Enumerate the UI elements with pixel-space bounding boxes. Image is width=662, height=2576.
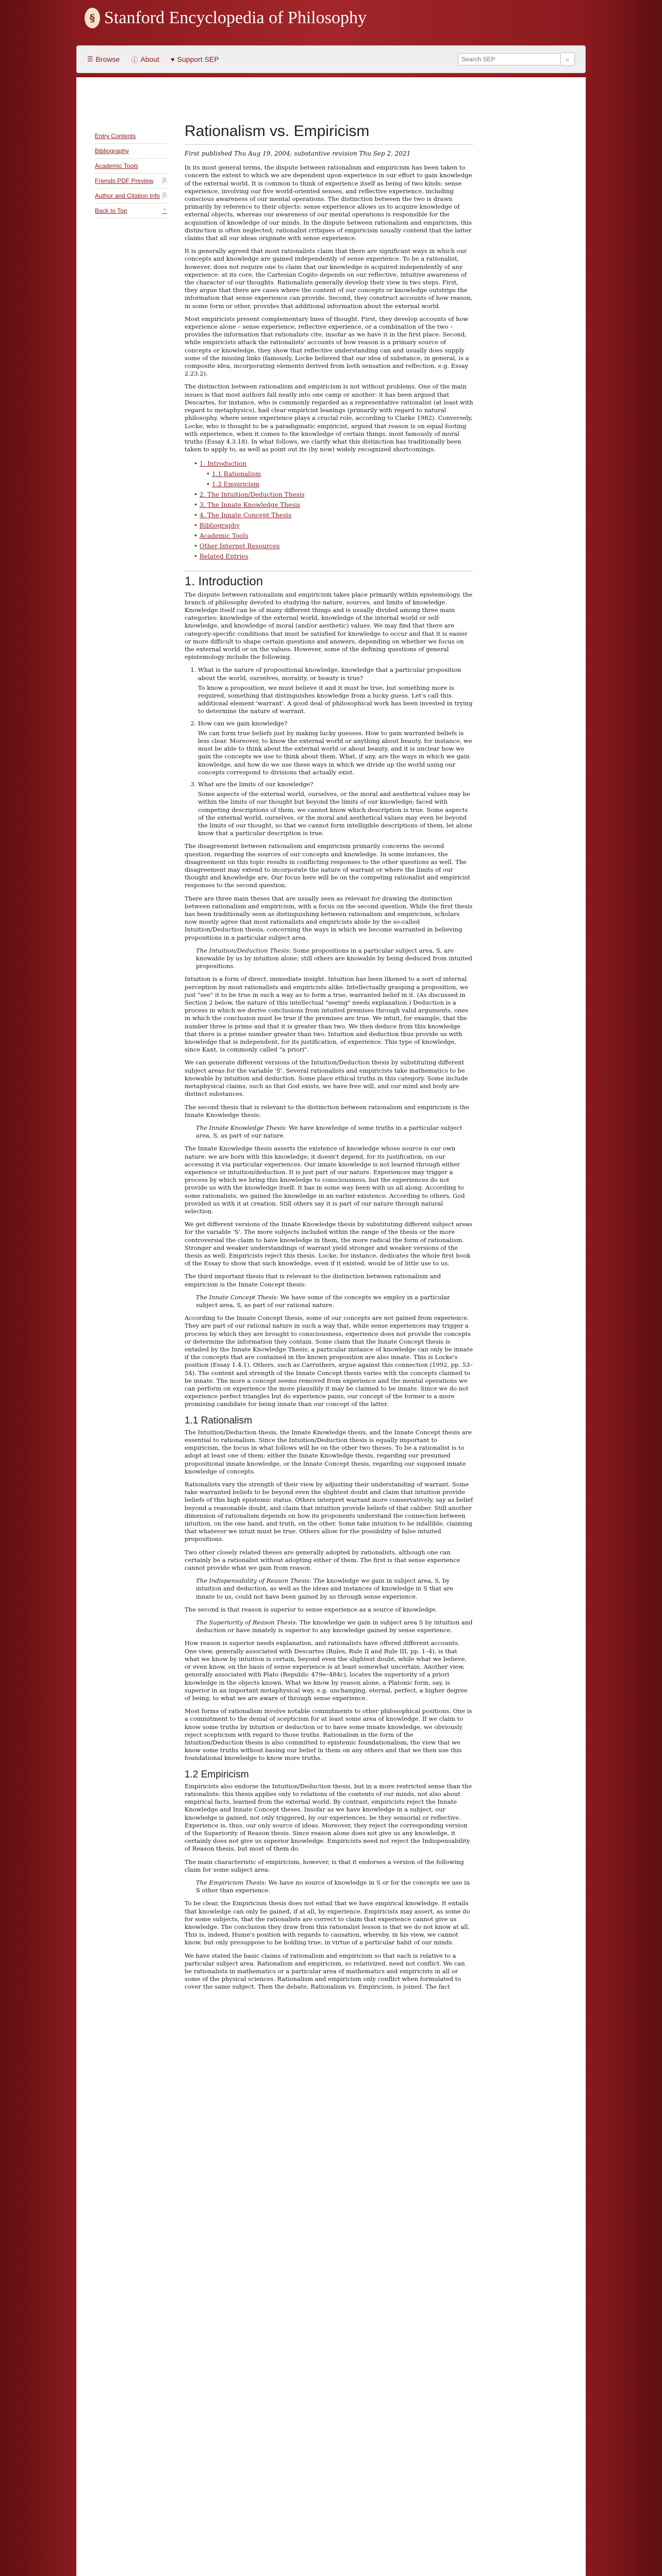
table-of-contents — [194, 459, 473, 562]
toc-bullet: • — [194, 522, 200, 530]
sep-logo[interactable]: § — [85, 8, 100, 28]
section-body — [185, 842, 473, 941]
sidebar-item[interactable] — [95, 159, 167, 174]
sidebar-item-label: Friends PDF Preview — [95, 177, 154, 184]
paragraph: To be clear, the Empiricism thesis does not entail that we have empirical knowledge. It entails that knowledge can only be gained, if at all, by experience. Empiricists may assert, as some do for some subjects, that the rationalists are correct to claim that experience cannot give us knowledge. The conclusion they draw from this rationalist lesson is that we do not know at all. This is, indeed, Hume's position with regards to causation, whereby, in his view, we cannot know, but only presuppose to be holding true, in virtue of a particular habit of our minds. — [185, 1900, 470, 1946]
toc-link[interactable]: 4. The Innate Concept Thesis — [199, 512, 292, 519]
toc-bullet: • — [194, 501, 200, 509]
toc-item — [194, 520, 473, 531]
toc-item — [194, 541, 473, 551]
sidebar-item[interactable] — [95, 204, 167, 218]
paragraph: The disagreement between rationalism and empiricism primarily concerns the second question, regarding the sources of our concepts and knowledge. In some instances, the disagreement on this topic results in conflicting responses to the other questions as well. The disagreement may extend to incorporate the nature of warrant or where the limits of our thought and knowledge are. Our focus here will be on the competing rationalist and empiricist responses to the second question. — [185, 842, 470, 889]
thesis-quote — [196, 1879, 473, 1894]
question-item — [198, 666, 473, 715]
question-item — [198, 720, 473, 776]
paragraph: The third important thesis that is relevant to the distinction between rationalism and empiricism is the Innate Concept thesis: — [185, 1273, 441, 1288]
paragraph: The dispute between rationalism and empiricism takes place primarily within epistemology, the branch of philosophy devoted to studying the nature, sources, and limits of knowledge. Knowledge itself can be of many different things and is usually divided among three main categories: knowledge of the external world, knowledge of the internal world or self-knowledge, and knowledge of moral (and/or aesthetic) values. We may find that there are category-specific conditions that must be satisfied for knowledge to occur and that it is easier or more difficult to shape certain questions and answers, depending on whether we focus on the external world or on the values. However, some of the defining questions of general epistemology include the following. — [185, 590, 473, 661]
toc-link[interactable]: Bibliography — [199, 522, 240, 530]
sidebar-item-label: Back to Top — [95, 207, 127, 214]
toc-item — [194, 459, 473, 469]
subsection-heading: 1.2 Empiricism — [185, 1769, 249, 1780]
paragraph: The second is that reason is superior to sense experience as a source of knowledge. — [185, 1605, 438, 1613]
paragraph: Intuition is a form of direct, immediate insight. Intuition has been likened to a sort of internal perception by most rationalists and empiricists alike. Intellectually grasping a proposition, we just "see" it to be true in such a way as to form a true, warranted belief in it. (As discussed in Section 2 below, the nature of this intellectual "seeing" needs explanation.) Deduction is a process in which we derive conclusions from intuited premises through valid arguments, ones in which the conclusion must be true if the premises are true. We intuit, for example, that the number three is prime and that it is greater than two. We then deduce from this knowledge that there is a prime number greater than two. Intuition and deduction thus provide us with knowledge that is independent, for its justification, of experience. This type of knowledge, since Kant, is commonly called "a priori". — [185, 975, 469, 1054]
sidebar — [95, 129, 167, 218]
toc-link[interactable]: 2. The Intuition/Deduction Thesis — [199, 491, 305, 499]
thesis-text: We have no source of knowledge in S or for the concepts we use in S other than experience. — [196, 1878, 470, 1894]
toc-link[interactable]: Other Internet Resources — [199, 543, 280, 550]
navbar — [76, 45, 586, 73]
paragraph: The main characteristic of empiricism, however, is that it endorses a version of the following claim for some subject area: — [185, 1858, 464, 1873]
section-body — [185, 591, 473, 662]
sidebar-item[interactable] — [95, 144, 167, 159]
heart-icon: ♥ — [170, 55, 175, 63]
section-body — [185, 1639, 473, 1762]
thesis-quote — [196, 1577, 473, 1601]
masthead — [0, 0, 662, 36]
toc-link[interactable]: 1. Introduction — [199, 460, 247, 468]
nav-about-label: About — [140, 55, 159, 63]
sidebar-item[interactable] — [95, 189, 167, 204]
paragraph: We have stated the basic claims of rationalism and empiricism so that each is relative to a particular subject area. Rationalism and empiricism, so relativized, need not conflict. We can be rationalists in mathematics or a particular area of mathematics and empiricists in all or some of the physical sciences. Rationalism and empiricism only conflict when formulated to cover the same subject. Then the debate, Rationalism vs. Empiricism, is joined. The fact — [185, 1952, 465, 1991]
toc-link[interactable]: Related Entries — [199, 553, 249, 561]
thesis-text: We have knowledge of some truths in a particular subject area, S, as part of our nature. — [196, 1124, 462, 1140]
question-answer: We can form true beliefs just by making lucky guesses. How to gain warranted beliefs is less clear. Moreover, to know the external world or anything about beauty, for instance, we must be able to think about the external world or about beauty, and it is unclear how we gain the concepts we use to think about them. What, if any, are the ways in which we gain knowledge, and how do we use these ways in which we divide up the world using our concepts correspond to divisions that actually exist. — [198, 729, 472, 776]
toc-bullet: • — [194, 532, 200, 540]
thesis-quote — [196, 1619, 473, 1634]
section-body — [185, 1145, 473, 1288]
thesis-label: The Indispensability of Reason Thesis: — [196, 1577, 312, 1585]
toc-bullet: • — [194, 543, 200, 550]
sidebar-item[interactable] — [95, 174, 167, 189]
paragraph: The Innate Knowledge thesis asserts the existence of knowledge whose source is our own nature: we are born with this knowledge; it doesn't depend, for its justification, on our accessing it via particular experiences. Our innate knowledge is not learned through either experience or intuition/deduction. It is just part of our nature. Experiences may trigger a process by which we bring this knowledge to consciousness, but the experiences do not provide us with the knowledge itself. It has in some way been with us all along. According to some rationalists, we gained the knowledge in an earlier existence. According to others, God provided us with it at creation. Still others say it is part of our nature through natural selection. — [185, 1145, 465, 1215]
thesis-text: The knowledge we gain in subject area S by intuition and deduction or have innately is superior to any knowledge gained by sense experience. — [196, 1619, 473, 1634]
external-link-icon: ⌃ — [162, 208, 167, 214]
paragraph: According to the Innate Concept thesis, some of our concepts are not gained from experience. They are part of our rational nature in such a way that, while sense experiences may trigger a process by which they are brought to consciousness, experience does not provide the concepts or determine the information they contain. Some claim that the Innate Concept thesis is entailed by the Innate Knowledge Thesis; a particular instance of knowledge can only be innate if the concepts that are contained in the known proposition are also innate. This is Locke's position (Essay 1.4.1). Others, such as Carruthers, argue against this connection (1992, pp. 53–54). The content and strength of the Innate Concept thesis varies with the concepts claimed to be innate. The more a concept seems removed from experience and the mental operations we can perform on experience the more plausibly it may be claimed to be innate. Since we do not experience perfect triangles but do experience pains, our concept of the former is a more promising candidate for being innate than our concept of the latter. — [185, 1314, 473, 1408]
site-title[interactable]: Stanford Encyclopedia of Philosophy — [104, 8, 367, 27]
section-body — [185, 1314, 473, 1408]
question-list — [185, 666, 473, 837]
section-body — [185, 1429, 473, 1572]
preamble — [185, 164, 473, 453]
sidebar-item-label: Author and Citation Info — [95, 192, 160, 199]
toc-item — [206, 479, 473, 489]
toc-bullet: • — [206, 470, 212, 478]
sidebar-item-label: Bibliography — [95, 147, 129, 155]
article-sheet — [76, 77, 586, 2576]
external-link-icon: ⎘ — [162, 192, 167, 199]
external-link-icon: ⎘ — [162, 177, 167, 184]
toc-link[interactable]: 1.1 Rationalism — [211, 470, 261, 478]
question-text: What is the nature of propositional knowledge, knowledge that a particular proposition about the world, ourselves, morality, or beauty is true? — [198, 666, 461, 682]
paragraph: The Intuition/Deduction thesis, the Innate Knowledge thesis, and the Innate Concept thesis are essential to rationalism. Since the Intuition/Deduction thesis is equally important to empiricism, the focus in what follows will be on the other two theses. To be a rationalist is to adopt at least one of them: either the Innate Knowledge thesis, regarding our presumed propositional innate knowledge, or the Innate Concept thesis, regarding our supposed innate knowledge of concepts. — [185, 1428, 472, 1475]
toc-bullet: • — [194, 460, 200, 468]
toc-bullet: • — [194, 512, 200, 519]
sidebar-item-label: Entry Contents — [95, 132, 136, 140]
question-text: What are the limits of our knowledge? — [198, 780, 313, 788]
thesis-text: We have some of the concepts we employ in a particular subject area, S, as part of our rational nature. — [196, 1293, 450, 1309]
toc-link[interactable]: 3. The Innate Knowledge Thesis — [199, 501, 301, 509]
info-icon: ⓘ — [131, 56, 138, 64]
paragraph: We can generate different versions of the Intuition/Deduction thesis by substituting different subject areas for the variable 'S'. Several rationalists and empiricists take mathematics to be knowable by intuition and deduction. Some place ethical truths in this category. Some include metaphysical claims, such as that God exists, we have free will, and our mind and body are distinct substances. — [185, 1059, 468, 1098]
paragraph: Most forms of rationalism involve notable commitments to other philosophical positions. One is a commitment to the denial of scepticism for at least some area of knowledge. If we claim to know some truths by intuition or deduction or to have some innate knowledge, we obviously reject scepticism with regard to those truths. Rationalism in the form of the Intuition/Deduction thesis is also committed to epistemic foundationalism, the view that we know some truths without basing our belief in them on any others and that we then use this foundational knowledge to know more truths. — [185, 1707, 472, 1762]
section-body — [185, 1900, 473, 1991]
thesis-label: The Superiority of Reason Thesis: — [196, 1619, 298, 1626]
sidebar-item[interactable] — [95, 129, 167, 144]
magnifier-icon: ⌕ — [566, 55, 570, 63]
nav-support[interactable] — [171, 55, 219, 63]
nav-about[interactable] — [131, 55, 159, 64]
toc-item — [206, 469, 473, 479]
paragraph: How reason is superior needs explanation, and rationalists have offered different accounts. One view, generally associated with Descartes (Rules, Rule II and Rule III, pp. 1–4), is that what we know by intuition is certain, beyond even the slightest doubt, while what we believe, or even know, on the basis of sense experience is at least somewhat uncertain. Another view, generally associated with Plato (Republic 479e–484c), locates the superiority of a priori knowledge in the objects known. What we know by reason alone, a Platonic form, say, is superior in an important metaphysical way, e.g. unchanging, eternal, perfect, a higher degree of being, to what we are aware of through sense experience. — [185, 1639, 468, 1702]
paragraph: The distinction between rationalism and empiricism is not without problems. One of the main issues is that most authors fall neatly into one camp or another: it has been argued that Descartes, for instance, who is commonly regarded as a representative rationalist (at least with regard to metaphysics), had clear empiricist leanings (primarily with regard to natural philosophy, where sense experience plays a crucial role, according to Clarke 1982). Conversely, Locke, who is thought to be a paradigmatic empiricist, argued that reason is on equal footing with experience, when it comes to the knowledge of certain things, most famously of moral truths (Essay 4.3.18). In what follows, we clarify what this distinction has traditionally been taken to apply to, as well as point out its (by now) widely recognized shortcomings. — [185, 383, 473, 453]
list-icon: ☰ — [87, 55, 93, 63]
question-item — [198, 781, 473, 837]
page-title: Rationalism vs. Empiricism — [185, 123, 473, 145]
section-body — [185, 975, 473, 1118]
paragraph: We get different versions of the Innate Knowledge thesis by substituting different subject areas for the variable 'S'. The more subjects included within the range of the thesis or the more controversial the claim to have knowledge in them, the more radical the form of rationalism. Stronger and weaker understandings of warrant yield stronger and weaker versions of the thesis as well. Empiricists reject this thesis. Locke, for instance, dedicates the whole first book of the Essay to show that such knowledge, even if it existed, would be of little use to us. — [185, 1221, 472, 1267]
nav-browse-label: Browse — [95, 55, 120, 63]
thesis-label: The Empiricism Thesis: — [196, 1878, 267, 1886]
article-content — [185, 123, 473, 1996]
toc-item — [194, 510, 473, 520]
question-answer: Some aspects of the external world, ourselves, or the moral and aesthetical values may be within the limits of our thought but beyond the limits of our knowledge; faced with competing descriptions of them, we cannot know which description is true. Some aspects of the external world, ourselves, or the moral and aesthetical values may even be beyond the limits of our thought, so that we cannot form intelligible descriptions of them, let alone know that a particular description is true. — [198, 790, 473, 837]
toc-bullet: • — [206, 481, 212, 488]
paragraph: There are three main theses that are usually seen as relevant for drawing the distinction between rationalism and empiricism, with a focus on the second question. While the first thesis has been traditionally seen as distinguishing between rationalism and empiricism, scholars now mostly agree that most rationalists and empiricists abide by the so-called Intuition/Deduction thesis, concerning the ways in which we become warranted in believing propositions in a particular subject area. — [185, 894, 473, 941]
section-body — [185, 1783, 473, 1874]
thesis-text: Some propositions in a particular subject area, S, are knowable by us by intuition alone; still others are knowable by being deduced from intuited propositions. — [196, 946, 472, 970]
toc-item — [194, 531, 473, 541]
toc-link[interactable]: 1.2 Empiricism — [211, 481, 260, 488]
paragraph: Most empiricists present complementary lines of thought. First, they develop accounts of how experience alone – sense experience, reflective experience, or a combination of the two – provides the information that rationalists cite, insofar as we have it in the first place. Second, while empiricists attack the rationalists' accounts of how reason is a primary source of concepts or knowledge, they show that reflective understanding can and usually does supply some of the missing links (famously, Locke believed that our idea of substance, in general, is a composite idea, incorporating elements derived from both sensation and reflection, e.g. Essay 2.23.2). — [185, 315, 469, 378]
thesis-label: The Innate Knowledge Thesis: — [196, 1124, 287, 1131]
page — [0, 0, 662, 73]
paragraph: The second thesis that is relevant to the distinction between rationalism and empiricism is the Innate Knowledge thesis: — [185, 1103, 470, 1118]
section-heading: 1. Introduction — [185, 571, 473, 585]
thesis-label: The Intuition/Deduction Thesis: — [196, 946, 291, 954]
paragraph: In its most general terms, the dispute between rationalism and empiricism has been taken to concern the extent to which we are dependent upon experience in our effort to gain knowledge of the external world. It is common to think of experience itself as being of two kinds: sense experience, involving our five world-oriented senses, and reflective experience, including conscious awareness of our mental operations. The distinction between the two is drawn primarily by reference to their objects: sense experience allows us to acquire knowledge of external objects, whereas our awareness of our mental operations is responsible for the acquisition of knowledge of our minds. In the dispute between rationalism and empiricism, this distinction is often neglected; rationalist critiques of empiricism usually contend that the latter claims that all our ideas originate with sense experience. — [185, 164, 472, 242]
thesis-quote — [196, 1124, 473, 1140]
thesis-text: The knowledge we gain in subject area, S, by intuition and deduction, as well as the ideas and instances of knowledge in S that are innate to us, could not have been gained by us through sense experience. — [196, 1577, 454, 1600]
paragraph: Two other closely related theses are generally adopted by rationalists, although one can certainly be a rationalist without adopting either of them. The first is that sense experience cannot provide what we gain from reason. — [185, 1548, 460, 1572]
toc-bullet: • — [194, 553, 200, 561]
toc-item — [194, 551, 473, 562]
sidebar-item-label: Academic Tools — [95, 162, 138, 170]
nav-support-label: Support SEP — [177, 55, 219, 63]
toc-item — [194, 500, 473, 510]
question-text: How can we gain knowledge? — [198, 719, 288, 727]
question-answer: To know a proposition, we must believe it and it must be true, but something more is required, something that distinguishes knowledge from a lucky guess. Let's call this additional element 'warrant'. A good deal of philosophical work has been invested in trying to determine the nature of warrant. — [198, 684, 473, 715]
paragraph: Empiricists also endorse the Intuition/Deduction thesis, but in a more restricted sense than the rationalists: this thesis applies only to relations of the contents of our minds, not also about empirical facts, learned from the external world. By contrast, empiricists reject the Innate Knowledge and Innate Concept theses. Insofar as we have knowledge in a subject, our knowledge is gained, not only triggered, by our experiences, be they sensorial or reflective. Experience is, thus, our only source of ideas. Moreover, they reject the corresponding version of the Superiority of Reason thesis. Since reason alone does not give us any knowledge, it certainly does not give us superior knowledge. Empiricists need not reject the Indispensability of Reason thesis, but most of them do. — [185, 1782, 472, 1853]
thesis-label: The Innate Concept Thesis: — [196, 1293, 279, 1301]
search-box — [458, 53, 575, 66]
thesis-quote — [196, 947, 473, 971]
nav-browse[interactable] — [87, 55, 120, 63]
paragraph: Rationalists vary the strength of their view by adjusting their understanding of warrant. Some take warranted beliefs to be beyond even the slightest doubt and claim that intuition provide beliefs of this high epistemic status. Others interpret warrant more conservatively, say as belief beyond a reasonable doubt, and claim that intuition provide beliefs of that caliber. Still another dimension of rationalism depends on how its proponents understand the connection between intuition, on the one hand, and truth, on the other. Some take intuition to be infallible, claiming that whatever we intuit must be true. Others allow for the possibility of false intuited propositions. — [185, 1481, 473, 1543]
publication-info: First published Thu Aug 19, 2004; substantive revision Thu Sep 2, 2021 — [185, 150, 411, 157]
search-input[interactable] — [458, 53, 561, 65]
subsection-heading: 1.1 Rationalism — [185, 1415, 252, 1426]
toc-item — [194, 489, 473, 500]
thesis-quote — [196, 1294, 473, 1309]
paragraph: It is generally agreed that most rationalists claim that there are significant ways in which our concepts and knowledge are gained independently of sense experience. To be a rationalist, however, does not require one to claim that our knowledge is acquired independently of any experience: at its core, the Cartesian Cogito depends on our reflective, intuitive awareness of the character of our thoughts. Rationalists generally develop their view in two steps. First, they argue that there are cases where the content of our concepts or knowledge outstrips the information that sense experience can provide. Second, they construct accounts of how reason, in some form or other, provides that additional information about the external world. — [185, 247, 473, 310]
toc-link[interactable]: Academic Tools — [199, 532, 249, 540]
toc-bullet: • — [194, 491, 200, 499]
search-button[interactable] — [561, 53, 575, 66]
